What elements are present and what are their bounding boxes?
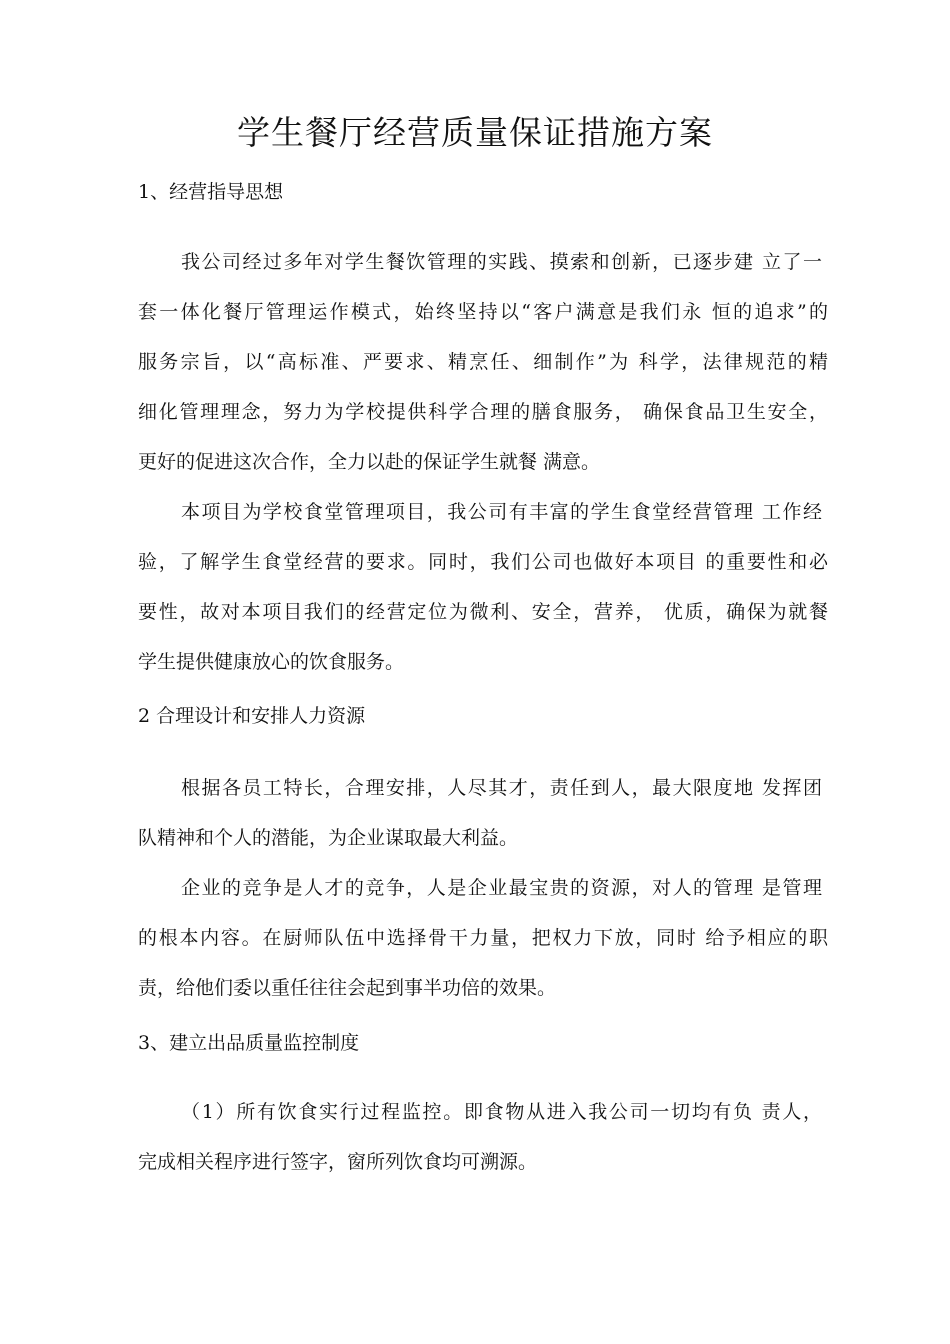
paragraph-line: 要性，故对本项目我们的经营定位为微利、安全，营养， 优质，确保为就餐 (138, 601, 828, 623)
paragraph-line: 验，了解学生食堂经营的要求。同时，我们公司也做好本项目 的重要性和必 (138, 551, 828, 573)
paragraph-line: 更好的促进这次合作，全力以赴的保证学生就餐 满意。 (138, 451, 601, 473)
section-heading: 2 合理设计和安排人力资源 (138, 705, 366, 727)
paragraph-line: 本项目为学校食堂管理项目，我公司有丰富的学生食堂经营管理 工作经 (181, 501, 822, 523)
paragraph-line: 细化管理理念，努力为学校提供科学合理的膳食服务， 确保食品卫生安全， (138, 401, 828, 423)
paragraph-line: 学生提供健康放心的饮食服务。 (138, 651, 405, 673)
paragraph-line: 责，给他们委以重任往往会起到事半功倍的效果。 (138, 977, 557, 999)
section-heading: 1、经营指导思想 (138, 181, 284, 203)
paragraph-line: 根据各员工特长，合理安排，人尽其才，责任到人，最大限度地 发挥团 (181, 777, 822, 799)
paragraph-line: 服务宗旨，以“高标准、严要求、精烹任、细制作”为 科学，法律规范的精 (138, 351, 828, 373)
paragraph-line: 套一体化餐厅管理运作模式，始终坚持以“客户满意是我们永 恒的追求”的 (138, 301, 828, 323)
paragraph-line: 队精神和个人的潜能，为企业谋取最大利益。 (138, 827, 519, 849)
paragraph-line: 完成相关程序进行签字，窗所列饮食均可溯源。 (138, 1151, 538, 1173)
paragraph-line: 我公司经过多年对学生餐饮管理的实践、摸索和创新，已逐步建 立了一 (181, 251, 822, 273)
paragraph-line: 的根本内容。在厨师队伍中选择骨干力量，把权力下放，同时 给予相应的职 (138, 927, 828, 949)
paragraph-line: 企业的竞争是人才的竞争，人是企业最宝贵的资源，对人的管理 是管理 (181, 877, 822, 899)
document-title: 学生餐厅经营质量保证措施方案 (237, 113, 713, 152)
paragraph-line: （1）所有饮食实行过程监控。即食物从进入我公司一切均有负 责人， (181, 1101, 822, 1123)
section-heading: 3、建立出品质量监控制度 (138, 1032, 360, 1054)
